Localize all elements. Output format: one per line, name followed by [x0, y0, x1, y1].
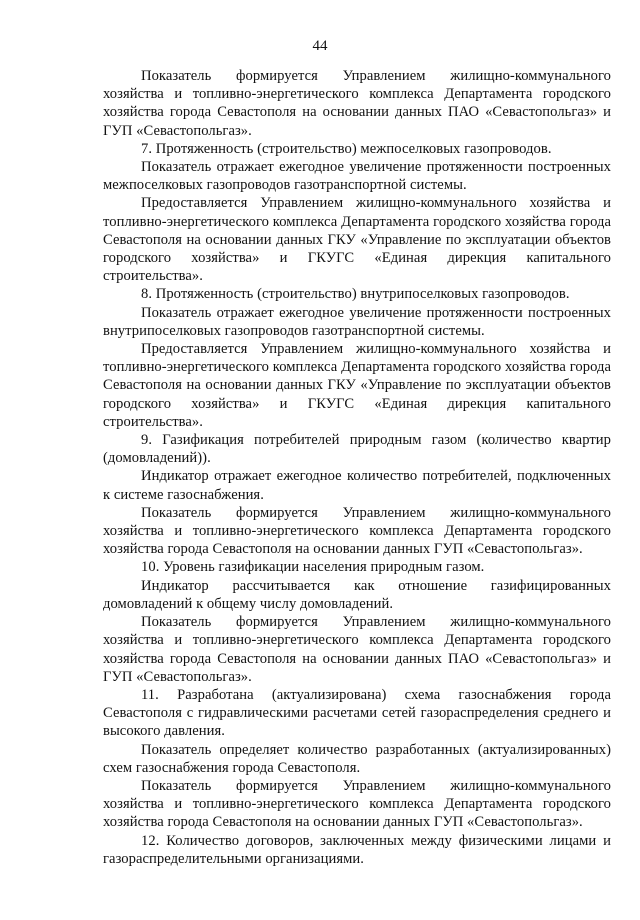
- paragraph: Показатель отражает ежегодное увеличение протяженности построенных межпоселковых газопроводов газотранспортной системы.: [103, 159, 611, 194]
- paragraph: Предоставляется Управлением жилищно-коммунального хозяйства и топливно-энергетического комплекса Департамента городского хозяйства города Севастополя на основании данных ГКУ «Управление по эксплуатации объектов городского хозяйства» и ГКУГС «Единая дирекция капитального строительства».: [103, 195, 611, 285]
- section-heading: 9. Газификация потребителей природным газом (количество квартир (домовладений)).: [103, 432, 611, 467]
- page-body: [103, 67, 611, 868]
- paragraph: Индикатор рассчитывается как отношение газифицированных домовладений к общему числу домовладений.: [103, 577, 611, 612]
- paragraph: Показатель формируется Управлением жилищно-коммунального хозяйства и топливно-энергетического комплекса Департамента городского хозяйства города Севастополя на основании данных ПАО «Севастопольгаз» и ГУП «Севастопольгаз».: [103, 68, 611, 139]
- paragraph: Показатель отражает ежегодное увеличение протяженности построенных внутрипоселковых газопроводов газотранспортной системы.: [103, 304, 611, 339]
- section-heading: 12. Количество договоров, заключенных между физическими лицами и газораспределительными организациями.: [103, 832, 611, 867]
- page-number: 44: [312, 38, 328, 54]
- paragraph: Индикатор отражает ежегодное количество потребителей, подключенных к системе газоснабжения.: [103, 468, 611, 503]
- section-heading: 8. Протяженность (строительство) внутрипоселковых газопроводов.: [141, 286, 570, 303]
- section-heading: 10. Уровень газификации населения природным газом.: [141, 559, 485, 576]
- paragraph: Предоставляется Управлением жилищно-коммунального хозяйства и топливно-энергетического комплекса Департамента городского хозяйства города Севастополя на основании данных ГКУ «Управление по эксплуатации объектов городского хозяйства» и ГКУГС «Единая дирекция капитального строительства».: [103, 341, 611, 430]
- paragraph: Показатель формируется Управлением жилищно-коммунального хозяйства и топливно-энергетического комплекса Департамента городского хозяйства города Севастополя на основании данных ГУП «Севастопольгаз».: [103, 777, 611, 831]
- paragraph: Показатель определяет количество разработанных (актуализированных) схем газоснабжения города Севастополя.: [103, 741, 611, 776]
- section-heading: 7. Протяженность (строительство) межпоселковых газопроводов.: [141, 140, 552, 157]
- paragraph: Показатель формируется Управлением жилищно-коммунального хозяйства и топливно-энергетического комплекса Департамента городского хозяйства города Севастополя на основании данных ПАО «Севастопольгаз» и ГУП «Севастопольгаз».: [103, 614, 611, 685]
- paragraph: Показатель формируется Управлением жилищно-коммунального хозяйства и топливно-энергетического комплекса Департамента городского хозяйства города Севастополя на основании данных ГУП «Севастопольгаз».: [103, 504, 611, 558]
- section-heading: 11. Разработана (актуализирована) схема газоснабжения города Севастополя с гидравлическими расчетами сетей газораспределения среднего и высокого давления.: [103, 686, 611, 740]
